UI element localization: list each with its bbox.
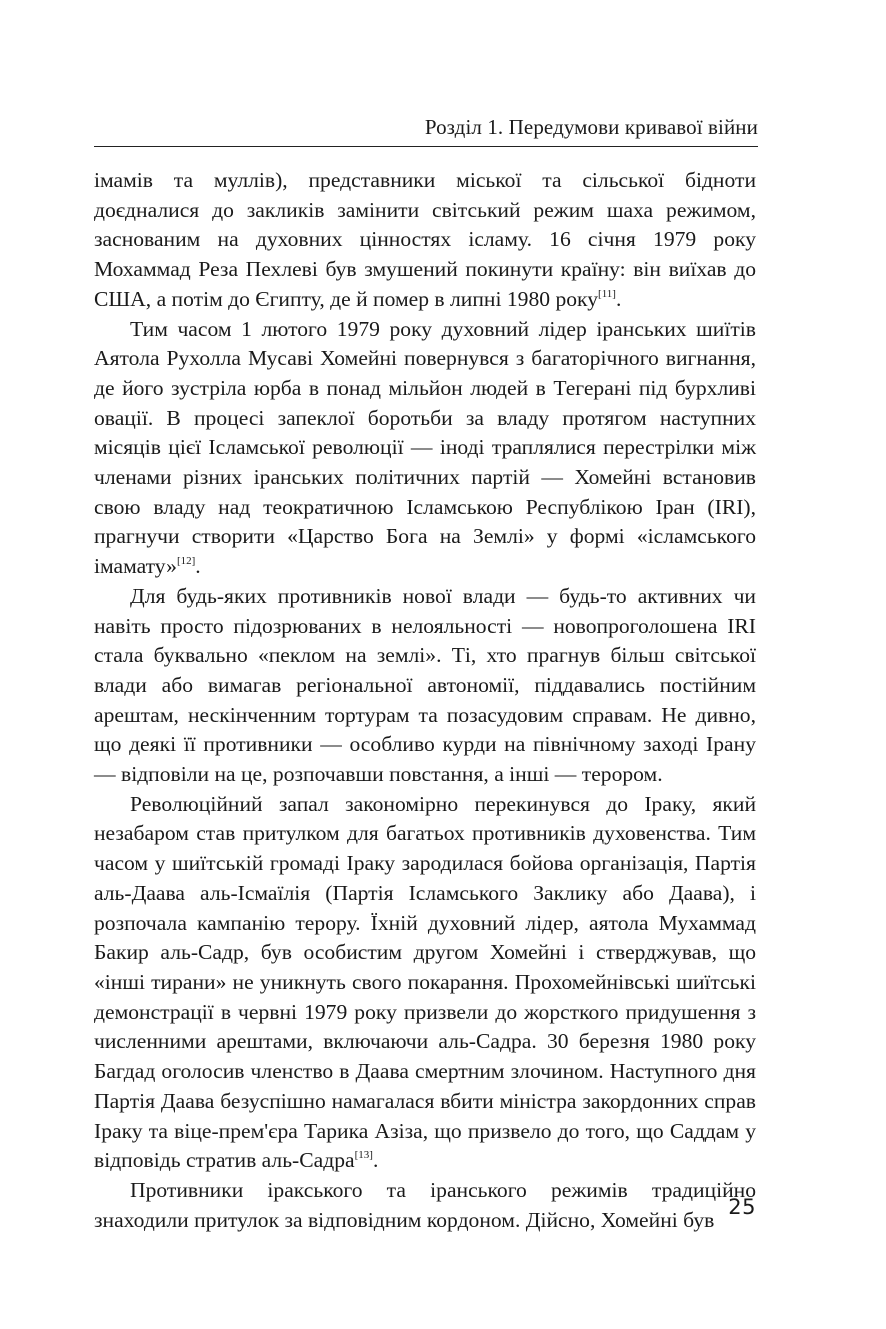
paragraph-4 (94, 790, 756, 1176)
paragraph-4-text: Революційний запал закономірно перекинувся до Іраку, який незабаром став притулком для багатьох противників духовенства. Тим часом у шиїтській громаді Іраку зародилася бойова організація, Партія аль-Даава аль-Ісмаїлія (Партія Ісламського Заклику або Даава), і розпочала кампанію терору. Їхній духовний лідер, аятола Мухаммад Бакир аль-Садр, був особистим другом Хомейні і стверджував, що «інші тирани» не уникнуть свого покарання. Прохомейнівські шиїтські демонстрації в червні 1979 року призвели до жорсткого придушення з численними арештами, включаючи аль-Садра. 30 березня 1980 року Багдад оголосив членство в Даава смертним злочином. Наступного дня Партія Даава безуспішно намагалася вбити міністра закордонних справ Іраку та віце-прем'єра Тарика Азіза, що призвело до того, що Саддам у відповідь стратив аль-Садра (94, 791, 756, 1173)
body-text (94, 166, 756, 1235)
running-title: Розділ 1. Передумови кривавої війни (424, 115, 758, 139)
footnote-ref-11: [11] (598, 287, 616, 300)
paragraph-1 (94, 166, 756, 315)
paragraph-3 (94, 582, 756, 790)
paragraph-3-text: Для будь-яких противників нової влади — будь-то активних чи навіть просто підозрюваних в нелояльності — новопроголошена IRI стала буквально «пеклом на землі». Ті, хто прагнув більш світської влади або вимагав регіональної автономії, піддавались постійним арештам, нескінченним тортурам та позасудовим справам. Не дивно, що деякі її противники — особливо курди на північному заході Ірану — відповіли на це, розпочавши повстання, а інші — терором. (94, 583, 756, 787)
paragraph-5-text: Противники іракського та іранського режимів традиційно знаходили притулок за відповідним кордоном. Дійсно, Хомейні був (94, 1177, 756, 1232)
footnote-ref-13: [13] (354, 1149, 373, 1162)
paragraph-1-tail: . (615, 286, 622, 311)
paragraph-5 (94, 1176, 756, 1235)
paragraph-2-tail: . (195, 554, 201, 579)
paragraph-1-text: імамів та муллів), представники міської та сільської бідноти доєдналися до закликів замінити світський режим шаха режимом, заснованим на духовних цінностях ісламу. 16 січня 1979 року Мохаммад Реза Пехлеві був змушений покинути країну: він виїхав до США, а потім до Єгипту, де й помер в липні 1980 року (94, 168, 756, 311)
paragraph-2 (94, 315, 756, 582)
paragraph-4-tail: . (372, 1148, 379, 1173)
paragraph-2-text: Тим часом 1 лютого 1979 року духовний лідер іранських шиїтів Аятола Рухолла Мусаві Хомейні повернувся з багаторічного вигнання, де його зустріла юрба в понад мільйон людей в Тегерані під бурхливі овації. В процесі запеклої боротьби за владу протягом наступних місяців цієї Ісламської революції — іноді траплялися перестрілки між членами різних іранських політичних партій — Хомейні встановив свою владу над теократичною Ісламською Республікою Іран (IRI), прагнучи створити «Царство Бога на Землі» у формі «ісламського імамату» (94, 316, 756, 579)
page-number: 25 (728, 1195, 756, 1219)
footnote-ref-12: [12] (176, 554, 196, 567)
running-head (94, 112, 758, 147)
